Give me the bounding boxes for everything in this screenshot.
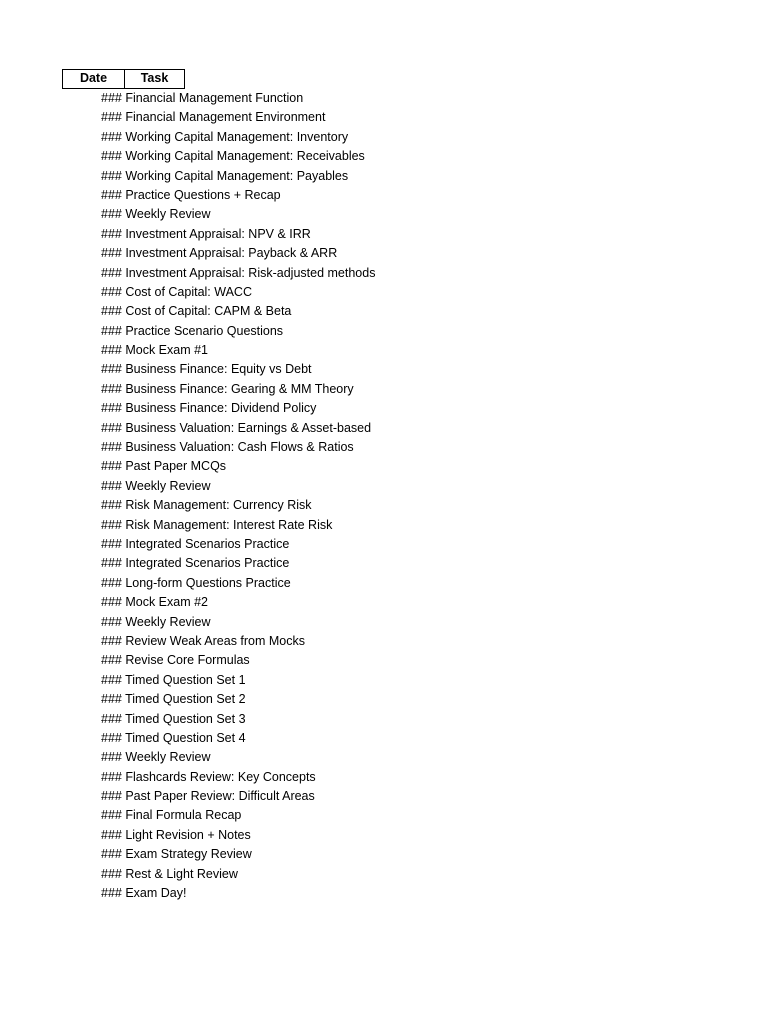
task-row: ### Weekly Review — [101, 750, 211, 765]
task-row: ### Mock Exam #1 — [101, 343, 208, 358]
task-row: ### Working Capital Management: Inventory — [101, 129, 349, 144]
task-row: ### Past Paper Review: Difficult Areas — [101, 789, 315, 804]
task-list — [101, 89, 375, 903]
task-row: ### Integrated Scenarios Practice — [101, 536, 290, 551]
task-row: ### Risk Management: Interest Rate Risk — [101, 517, 333, 532]
task-row: ### Timed Question Set 3 — [101, 711, 246, 726]
task-row: ### Revise Core Formulas — [101, 653, 250, 668]
task-row: ### Timed Question Set 4 — [101, 730, 246, 745]
task-row: ### Exam Strategy Review — [101, 847, 252, 862]
task-row: ### Exam Day! — [101, 886, 187, 901]
task-row: ### Weekly Review — [101, 478, 211, 493]
task-row: ### Investment Appraisal: Payback & ARR — [101, 246, 338, 261]
task-row: ### Flashcards Review: Key Concepts — [101, 769, 316, 784]
task-row: ### Business Valuation: Earnings & Asset-based — [101, 420, 372, 435]
task-row: ### Risk Management: Currency Risk — [101, 498, 312, 513]
task-row: ### Review Weak Areas from Mocks — [101, 633, 306, 648]
task-row: ### Investment Appraisal: Risk-adjusted methods — [101, 265, 376, 280]
task-column-header: Task — [125, 69, 185, 89]
task-row: ### Cost of Capital: CAPM & Beta — [101, 304, 292, 319]
task-row: ### Mock Exam #2 — [101, 595, 208, 610]
task-row: ### Working Capital Management: Payables — [101, 168, 349, 183]
task-row: ### Investment Appraisal: NPV & IRR — [101, 226, 311, 241]
task-row: ### Cost of Capital: WACC — [101, 284, 252, 299]
task-row: ### Financial Management Environment — [101, 110, 326, 125]
task-row: ### Timed Question Set 2 — [101, 692, 246, 707]
task-row: ### Business Finance: Gearing & MM Theory — [101, 381, 354, 396]
task-row: ### Practice Scenario Questions — [101, 323, 284, 338]
task-row: ### Integrated Scenarios Practice — [101, 556, 290, 571]
task-row: ### Past Paper MCQs — [101, 459, 227, 474]
task-row: ### Practice Questions + Recap — [101, 187, 281, 202]
task-row: ### Financial Management Function — [101, 91, 304, 105]
task-row: ### Business Valuation: Cash Flows & Ratios — [101, 440, 354, 455]
task-row: ### Business Finance: Dividend Policy — [101, 401, 317, 416]
task-row: ### Rest & Light Review — [101, 866, 238, 881]
task-row: ### Business Finance: Equity vs Debt — [101, 362, 312, 377]
task-row: ### Working Capital Management: Receivables — [101, 149, 365, 164]
task-row: ### Weekly Review — [101, 614, 211, 629]
task-row: ### Weekly Review — [101, 207, 211, 222]
task-row: ### Final Formula Recap — [101, 808, 242, 823]
task-row: ### Timed Question Set 1 — [101, 672, 246, 687]
table-header-row — [62, 69, 185, 89]
task-row: ### Long-form Questions Practice — [101, 575, 291, 590]
task-row: ### Light Revision + Notes — [101, 827, 251, 842]
date-column-header: Date — [62, 69, 125, 89]
